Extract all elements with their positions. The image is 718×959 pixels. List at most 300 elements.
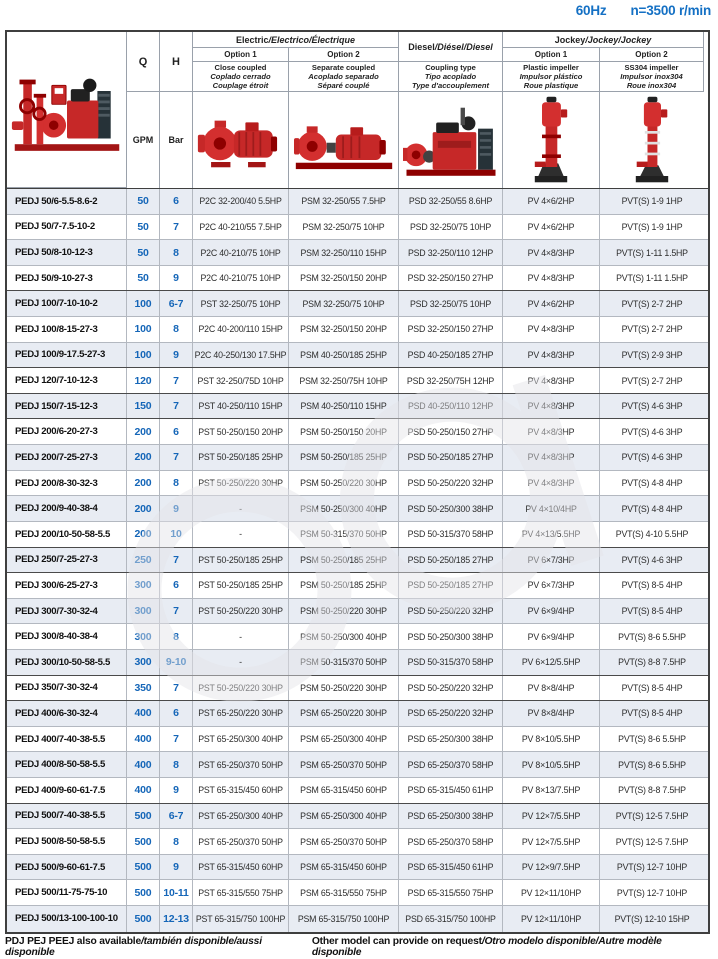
table-row bbox=[7, 650, 708, 676]
diesel-cell: PSD 65-250/300 38HP bbox=[399, 727, 503, 752]
h-label: H bbox=[172, 55, 180, 68]
electric-option1-cell: PST 65-315/450 60HP bbox=[193, 778, 289, 803]
vertical-jockey-pump-photo bbox=[503, 92, 600, 188]
pressure-bar-cell: 9 bbox=[160, 855, 193, 880]
table-row bbox=[7, 215, 708, 241]
bar-label: Bar bbox=[168, 135, 184, 145]
model-cell: PEDJ 200/9-40-38-4 bbox=[7, 496, 127, 521]
electric-option2-cell: PSM 50-315/370 50HP bbox=[289, 522, 399, 547]
model-cell: PEDJ 50/9-10-27-3 bbox=[7, 266, 127, 291]
electric-option1-cell: PST 50-250/150 20HP bbox=[193, 419, 289, 444]
diesel-cell: PSD 50-315/370 58HP bbox=[399, 650, 503, 675]
electric-title-translations: /Electrico/Électrique bbox=[268, 34, 356, 45]
desc-line-en: Coupling type bbox=[425, 62, 476, 72]
pressure-bar-cell: 8 bbox=[160, 240, 193, 265]
electric-option2-cell: PSM 50-250/300 40HP bbox=[289, 496, 399, 521]
model-cell: PEDJ 350/7-30-32-4 bbox=[7, 676, 127, 701]
flow-gpm-cell: 50 bbox=[127, 266, 160, 291]
diesel-cell: PSD 32-250/110 12HP bbox=[399, 240, 503, 265]
electric-option2-cell: PSM 65-250/300 40HP bbox=[289, 804, 399, 829]
jockey-option2-cell: PVT(S) 12-5 7.5HP bbox=[615, 810, 689, 821]
jockey-option2-cell: PVT(S) 8-6 5.5HP bbox=[618, 734, 686, 745]
model-cell: PEDJ 100/9-17.5-27-3 bbox=[7, 343, 127, 368]
table-row bbox=[7, 727, 708, 753]
jockey-option2-cell: PVT(S) 8-5 4HP bbox=[621, 580, 683, 591]
jockey-option2-cell: PVT(S) 12-5 7.5HP bbox=[615, 836, 689, 847]
jockey-option2-cell: PVT(S) 4-6 3HP bbox=[621, 426, 683, 437]
flow-gpm-cell: 200 bbox=[127, 445, 160, 470]
jockey-option1-cell: PV 4×8/3HP bbox=[503, 343, 600, 368]
table-row bbox=[7, 317, 708, 343]
flow-gpm-cell: 150 bbox=[127, 394, 160, 419]
electric-option2-cell: PSM 50-250/185 25HP bbox=[289, 548, 399, 573]
footer-left-italic: /también disponible/aussi disponible bbox=[5, 936, 262, 958]
model-cell: PEDJ 500/11-75-75-10 bbox=[7, 880, 127, 905]
electric-option1-cell: PST 50-250/185 25HP bbox=[193, 548, 289, 573]
pressure-bar-cell: 7 bbox=[160, 215, 193, 240]
jockey-option1-cell: PV 4×8/3HP bbox=[503, 317, 600, 342]
ss304-impeller-description bbox=[600, 62, 704, 92]
flow-gpm-cell: 200 bbox=[127, 419, 160, 444]
electric-option2-cell: PSM 32-250/75 10HP bbox=[289, 291, 399, 316]
diesel-cell: PSD 65-315/450 61HP bbox=[399, 855, 503, 880]
table-row bbox=[7, 778, 708, 804]
footer-left-note bbox=[5, 936, 312, 958]
electric-option1-cell: PST 40-250/110 15HP bbox=[193, 394, 289, 419]
jockey-option2-cell: PVT(S) 8-5 4HP bbox=[621, 708, 683, 719]
table-row bbox=[7, 573, 708, 599]
diesel-cell: PSD 50-250/185 27HP bbox=[399, 445, 503, 470]
pressure-bar-cell: 9-10 bbox=[160, 650, 193, 675]
electric-option2-cell: PSM 50-315/370 50HP bbox=[289, 650, 399, 675]
jockey-option2-cell: PVT(S) 8-5 4HP bbox=[621, 682, 683, 693]
jockey-option1-cell: PV 8×8/4HP bbox=[503, 676, 600, 701]
electric-option1-cell: - bbox=[193, 650, 289, 675]
table-row bbox=[7, 599, 708, 625]
desc-line-fr: Roue inox304 bbox=[626, 81, 677, 91]
electric-option1-cell: - bbox=[193, 496, 289, 521]
table-row bbox=[7, 522, 708, 548]
diesel-cell: PSD 50-250/300 38HP bbox=[399, 624, 503, 649]
jockey-option1-cell: PV 12×7/5.5HP bbox=[503, 804, 600, 829]
electric-option1-cell: PST 65-250/300 40HP bbox=[193, 804, 289, 829]
jockey-option1-cell: PV 8×8/4HP bbox=[503, 701, 600, 726]
flow-gpm-cell: 250 bbox=[127, 548, 160, 573]
desc-line-es: Coplado cerrado bbox=[210, 71, 271, 81]
model-cell: PEDJ 200/8-30-32-3 bbox=[7, 471, 127, 496]
desc-line-en: Plastic impeller bbox=[523, 62, 579, 72]
table-row bbox=[7, 701, 708, 727]
jockey-option1-cell: PV 4×6/2HP bbox=[503, 291, 600, 316]
diesel-cell: PSD 65-315/550 75HP bbox=[399, 880, 503, 905]
table-row bbox=[7, 394, 708, 420]
electric-title: Electric bbox=[235, 34, 269, 45]
jockey-option2-cell: PVT(S) 4-8 4HP bbox=[621, 503, 683, 514]
diesel-cell: PSD 50-250/150 27HP bbox=[399, 419, 503, 444]
electric-option1-cell: PST 50-250/185 25HP bbox=[193, 445, 289, 470]
jockey-option2-cell: PVT(S) 4-6 3HP bbox=[621, 452, 683, 463]
flow-gpm-cell: 50 bbox=[127, 215, 160, 240]
jockey-option1-cell: PV 12×11/10HP bbox=[503, 906, 600, 932]
jockey-option2-cell: PVT(S) 12-7 10HP bbox=[616, 862, 688, 873]
flow-gpm-cell: 300 bbox=[127, 624, 160, 649]
close-coupled-pump-illustration bbox=[197, 107, 285, 173]
pressure-bar-cell: 8 bbox=[160, 752, 193, 777]
table-row bbox=[7, 624, 708, 650]
electric-option1-cell: PST 65-315/750 100HP bbox=[193, 906, 289, 932]
table-row bbox=[7, 829, 708, 855]
flow-gpm-cell: 400 bbox=[127, 727, 160, 752]
flow-gpm-cell: 500 bbox=[127, 829, 160, 854]
jockey-option2-cell: PVT(S) 2-9 3HP bbox=[621, 349, 683, 360]
pressure-bar-cell: 7 bbox=[160, 727, 193, 752]
electric-option2-cell: PSM 50-250/185 25HP bbox=[289, 445, 399, 470]
flow-gpm-cell: 300 bbox=[127, 650, 160, 675]
jockey-option2-cell: PVT(S) 1-11 1.5HP bbox=[616, 247, 688, 258]
flow-gpm-cell: 350 bbox=[127, 676, 160, 701]
electric-option1-cell: PST 32-250/75D 10HP bbox=[193, 368, 289, 393]
pressure-bar-cell: 6-7 bbox=[160, 291, 193, 316]
table-row bbox=[7, 880, 708, 906]
diesel-cell: PSD 32-250/150 27HP bbox=[399, 317, 503, 342]
option1-text: Option 1 bbox=[534, 50, 568, 59]
diesel-engine-pump-photo bbox=[399, 92, 503, 188]
desc-line-fr: Couplage étroit bbox=[212, 81, 269, 91]
flow-gpm-cell: 120 bbox=[127, 368, 160, 393]
pressure-bar-cell: 7 bbox=[160, 676, 193, 701]
jockey-option2-cell: PVT(S) 8-5 4HP bbox=[621, 606, 683, 617]
flow-gpm-cell: 300 bbox=[127, 573, 160, 598]
electric-option1-cell: - bbox=[193, 624, 289, 649]
jockey-pump-plastic-illustration bbox=[524, 95, 578, 185]
diesel-pump-illustration bbox=[403, 102, 499, 178]
jockey-option1-cell: PV 4×13/5.5HP bbox=[503, 522, 600, 547]
flow-gpm-cell: 400 bbox=[127, 752, 160, 777]
pressure-bar-cell: 6 bbox=[160, 573, 193, 598]
diesel-cell: PSD 32-250/75 10HP bbox=[399, 215, 503, 240]
speed-frequency-line bbox=[576, 3, 711, 18]
fire-pump-set-photo bbox=[7, 32, 127, 188]
footer-right-italic: /Otro modelo disponible/Autre modèle disponible bbox=[311, 936, 662, 958]
diesel-cell: PSD 65-250/370 58HP bbox=[399, 752, 503, 777]
electric-option2-cell: PSM 50-250/220 30HP bbox=[289, 599, 399, 624]
jockey-option1-cell: PV 4×10/4HP bbox=[503, 496, 600, 521]
flow-gpm-cell: 200 bbox=[127, 496, 160, 521]
table-row bbox=[7, 343, 708, 369]
jockey-option1-cell: PV 6×9/4HP bbox=[503, 624, 600, 649]
pressure-bar-cell: 8 bbox=[160, 317, 193, 342]
table-row bbox=[7, 368, 708, 394]
electric-option2-cell: PSM 65-315/450 60HP bbox=[289, 855, 399, 880]
close-coupled-description bbox=[193, 62, 289, 92]
model-cell: PEDJ 50/8-10-12-3 bbox=[7, 240, 127, 265]
table-row bbox=[7, 445, 708, 471]
electric-option2-cell: PSM 40-250/185 25HP bbox=[289, 343, 399, 368]
footer-right-bold: Other model can provide on request bbox=[311, 936, 482, 947]
bar-unit-cell bbox=[160, 92, 193, 188]
footer-notes bbox=[5, 936, 711, 958]
model-cell: PEDJ 300/10-50-58-5.5 bbox=[7, 650, 127, 675]
ss304-jockey-pump-photo bbox=[600, 92, 704, 188]
electric-option2-cell: PSM 50-250/150 20HP bbox=[289, 419, 399, 444]
diesel-cell: PSD 65-315/750 100HP bbox=[399, 906, 503, 932]
diesel-cell: PSD 65-250/300 38HP bbox=[399, 804, 503, 829]
diesel-cell: PSD 65-250/220 32HP bbox=[399, 701, 503, 726]
electric-option1-cell: PST 32-250/75 10HP bbox=[193, 291, 289, 316]
pressure-bar-cell: 10-11 bbox=[160, 880, 193, 905]
diesel-cell: PSD 50-250/220 32HP bbox=[399, 471, 503, 496]
pressure-bar-cell: 9 bbox=[160, 266, 193, 291]
electric-option1-cell: PST 65-250/300 40HP bbox=[193, 727, 289, 752]
electric-group-header bbox=[193, 32, 399, 48]
flow-gpm-cell: 500 bbox=[127, 855, 160, 880]
jockey-option2-cell: PVT(S) 1-9 1HP bbox=[621, 196, 683, 207]
model-cell: PEDJ 120/7-10-12-3 bbox=[7, 368, 127, 393]
electric-option1-cell: PST 50-250/220 30HP bbox=[193, 471, 289, 496]
jockey-option1-cell: PV 4×8/3HP bbox=[503, 266, 600, 291]
jockey-option2-label bbox=[600, 48, 704, 62]
model-cell: PEDJ 100/7-10-10-2 bbox=[7, 291, 127, 316]
electric-option1-cell: PST 65-250/220 30HP bbox=[193, 701, 289, 726]
separate-coupled-pump-photo bbox=[289, 92, 399, 188]
electric-option2-cell: PSM 32-250/75H 10HP bbox=[289, 368, 399, 393]
electric-option1-cell: P2C 40-210/75 10HP bbox=[193, 240, 289, 265]
flow-gpm-cell: 300 bbox=[127, 599, 160, 624]
jockey-title-translations: /Jockey/Jockey bbox=[585, 34, 652, 45]
electric-option2-cell: PSM 50-250/300 40HP bbox=[289, 624, 399, 649]
diesel-cell: PSD 50-250/220 32HP bbox=[399, 599, 503, 624]
jockey-option2-cell: PVT(S) 8-8 7.5HP bbox=[618, 785, 686, 796]
model-cell: PEDJ 400/9-60-61-7.5 bbox=[7, 778, 127, 803]
electric-option1-cell: P2C 32-200/40 5.5HP bbox=[193, 189, 289, 214]
model-cell: PEDJ 150/7-15-12-3 bbox=[7, 394, 127, 419]
table-row bbox=[7, 471, 708, 497]
electric-option2-cell: PSM 32-250/150 20HP bbox=[289, 317, 399, 342]
jockey-option1-cell: PV 4×8/3HP bbox=[503, 240, 600, 265]
flow-gpm-cell: 200 bbox=[127, 522, 160, 547]
jockey-option1-cell: PV 4×8/3HP bbox=[503, 471, 600, 496]
jockey-option1-cell: PV 8×13/7.5HP bbox=[503, 778, 600, 803]
model-cell: PEDJ 500/7-40-38-5.5 bbox=[7, 804, 127, 829]
jockey-option2-cell: PVT(S) 12-10 15HP bbox=[614, 913, 690, 924]
table-row bbox=[7, 752, 708, 778]
jockey-option1-cell: PV 4×6/2HP bbox=[503, 189, 600, 214]
diesel-group-header bbox=[399, 32, 503, 62]
flow-gpm-cell: 50 bbox=[127, 189, 160, 214]
diesel-cell: PSD 40-250/185 27HP bbox=[399, 343, 503, 368]
jockey-option2-cell: PVT(S) 4-8 4HP bbox=[621, 478, 683, 488]
model-cell: PEDJ 300/7-30-32-4 bbox=[7, 599, 127, 624]
table-row bbox=[7, 240, 708, 266]
jockey-option1-cell: PV 4×8/3HP bbox=[503, 368, 600, 393]
diesel-title: Diesel bbox=[408, 41, 435, 52]
jockey-option1-cell: PV 12×7/5.5HP bbox=[503, 829, 600, 854]
diesel-cell: PSD 40-250/110 12HP bbox=[399, 394, 503, 419]
jockey-option1-cell: PV 6×9/4HP bbox=[503, 599, 600, 624]
jockey-pump-ss304-illustration bbox=[625, 95, 679, 185]
pressure-bar-cell: 9 bbox=[160, 778, 193, 803]
pressure-bar-cell: 9 bbox=[160, 496, 193, 521]
footer-right-note bbox=[312, 936, 711, 958]
electric-option1-label bbox=[193, 48, 289, 62]
pressure-bar-cell: 9 bbox=[160, 343, 193, 368]
table-row bbox=[7, 855, 708, 881]
jockey-option1-cell: PV 4×8/3HP bbox=[503, 419, 600, 444]
jockey-option2-cell: PVT(S) 1-11 1.5HP bbox=[616, 273, 688, 284]
desc-line-fr: Séparé couplé bbox=[317, 81, 370, 91]
q-label: Q bbox=[138, 55, 148, 68]
electric-option2-cell: PSM 32-250/55 7.5HP bbox=[289, 189, 399, 214]
model-cell: PEDJ 200/7-25-27-3 bbox=[7, 445, 127, 470]
electric-option2-cell: PSM 50-250/185 25HP bbox=[289, 573, 399, 598]
jockey-option1-cell: PV 4×8/3HP bbox=[503, 394, 600, 419]
jockey-option2-cell: PVT(S) 2-7 2HP bbox=[621, 298, 683, 309]
electric-option2-cell: PSM 65-250/220 30HP bbox=[289, 701, 399, 726]
jockey-option2-cell: PVT(S) 4-6 3HP bbox=[621, 401, 683, 412]
gpm-label: GPM bbox=[132, 135, 154, 145]
diesel-cell: PSD 50-250/220 32HP bbox=[399, 676, 503, 701]
pressure-bar-cell: 7 bbox=[160, 445, 193, 470]
table-row bbox=[7, 804, 708, 830]
pressure-bar-cell: 8 bbox=[160, 829, 193, 854]
diesel-cell: PSD 32-250/75 10HP bbox=[399, 291, 503, 316]
jockey-option1-cell: PV 6×7/3HP bbox=[503, 548, 600, 573]
electric-option2-cell: PSM 65-315/750 100HP bbox=[289, 906, 399, 932]
desc-line-es: Tipo acoplado bbox=[424, 71, 477, 81]
jockey-option2-cell: PVT(S) 2-7 2HP bbox=[621, 324, 683, 335]
gpm-unit-cell bbox=[127, 92, 160, 188]
pressure-bar-cell: 7 bbox=[160, 548, 193, 573]
coupling-type-description bbox=[399, 62, 503, 92]
jockey-option2-cell: PVT(S) 4-6 3HP bbox=[621, 554, 683, 565]
diesel-cell: PSD 50-250/300 38HP bbox=[399, 496, 503, 521]
electric-option1-cell: - bbox=[193, 522, 289, 547]
flow-gpm-cell: 100 bbox=[127, 291, 160, 316]
model-cell: PEDJ 500/13-100-100-10 bbox=[7, 906, 127, 932]
electric-option1-cell: PST 65-315/450 60HP bbox=[193, 855, 289, 880]
model-cell: PEDJ 100/8-15-27-3 bbox=[7, 317, 127, 342]
flow-gpm-cell: 400 bbox=[127, 778, 160, 803]
model-cell: PEDJ 500/9-60-61-7.5 bbox=[7, 855, 127, 880]
spec-table bbox=[5, 30, 710, 934]
table-row bbox=[7, 496, 708, 522]
pressure-bar-cell: 6 bbox=[160, 701, 193, 726]
jockey-option1-label bbox=[503, 48, 600, 62]
jockey-option1-cell: PV 12×9/7.5HP bbox=[503, 855, 600, 880]
electric-option2-cell: PSM 65-315/450 60HP bbox=[289, 778, 399, 803]
model-cell: PEDJ 200/6-20-27-3 bbox=[7, 419, 127, 444]
jockey-option1-cell: PV 4×8/3HP bbox=[503, 445, 600, 470]
diesel-cell: PSD 32-250/55 8.6HP bbox=[399, 189, 503, 214]
separate-coupled-description bbox=[289, 62, 399, 92]
model-cell: PEDJ 300/6-25-27-3 bbox=[7, 573, 127, 598]
option1-text: Option 1 bbox=[224, 50, 257, 59]
electric-option2-label bbox=[289, 48, 399, 62]
pressure-bar-cell: 8 bbox=[160, 624, 193, 649]
table-row bbox=[7, 266, 708, 292]
close-coupled-pump-photo bbox=[193, 92, 289, 188]
model-cell: PEDJ 400/8-50-58-5.5 bbox=[7, 752, 127, 777]
column-h-header bbox=[160, 32, 193, 92]
option2-text: Option 2 bbox=[327, 50, 360, 59]
desc-line-es: Acoplado separado bbox=[308, 71, 379, 81]
jockey-option2-cell: PVT(S) 4-10 5.5HP bbox=[615, 529, 689, 540]
pressure-bar-cell: 12-13 bbox=[160, 906, 193, 932]
electric-option1-cell: PST 50-250/220 30HP bbox=[193, 599, 289, 624]
electric-option1-cell: P2C 40-200/110 15HP bbox=[193, 317, 289, 342]
jockey-option2-cell: PVT(S) 8-6 5.5HP bbox=[618, 759, 686, 770]
electric-option1-cell: PST 50-250/220 30HP bbox=[193, 676, 289, 701]
table-row bbox=[7, 419, 708, 445]
table-row bbox=[7, 291, 708, 317]
diesel-title-translations: /Diésel/Diesel bbox=[434, 41, 493, 52]
jockey-option1-cell: PV 8×10/5.5HP bbox=[503, 752, 600, 777]
diesel-cell: PSD 32-250/75H 12HP bbox=[399, 368, 503, 393]
pressure-bar-cell: 6 bbox=[160, 419, 193, 444]
pressure-bar-cell: 6-7 bbox=[160, 804, 193, 829]
diesel-cell: PSD 32-250/150 27HP bbox=[399, 266, 503, 291]
model-cell: PEDJ 400/7-40-38-5.5 bbox=[7, 727, 127, 752]
jockey-option1-cell: PV 4×6/2HP bbox=[503, 215, 600, 240]
electric-option1-cell: P2C 40-210/75 10HP bbox=[193, 266, 289, 291]
pressure-bar-cell: 7 bbox=[160, 368, 193, 393]
electric-option2-cell: PSM 32-250/110 15HP bbox=[289, 240, 399, 265]
flow-gpm-cell: 100 bbox=[127, 317, 160, 342]
table-row bbox=[7, 906, 708, 932]
desc-line-fr: Roue plastique bbox=[523, 81, 579, 91]
flow-gpm-cell: 50 bbox=[127, 240, 160, 265]
desc-line-en: SS304 impeller bbox=[624, 62, 679, 72]
jockey-option1-cell: PV 6×12/5.5HP bbox=[503, 650, 600, 675]
desc-line-en: Close coupled bbox=[214, 62, 267, 72]
option2-text: Option 2 bbox=[635, 50, 668, 59]
model-cell: PEDJ 500/8-50-58-5.5 bbox=[7, 829, 127, 854]
separate-coupled-pump-illustration bbox=[294, 108, 394, 172]
electric-option2-cell: PSM 65-315/550 75HP bbox=[289, 880, 399, 905]
pressure-bar-cell: 8 bbox=[160, 471, 193, 496]
jockey-option2-cell: PVT(S) 12-7 10HP bbox=[616, 887, 688, 898]
column-q-header bbox=[127, 32, 160, 92]
electric-option1-cell: PST 65-250/370 50HP bbox=[193, 829, 289, 854]
table-row bbox=[7, 548, 708, 574]
flow-gpm-cell: 500 bbox=[127, 804, 160, 829]
model-cell: PEDJ 200/10-50-58-5.5 bbox=[7, 522, 127, 547]
model-cell: PEDJ 250/7-25-27-3 bbox=[7, 548, 127, 573]
frequency-label: 60Hz bbox=[575, 3, 607, 18]
model-cell: PEDJ 300/8-40-38-4 bbox=[7, 624, 127, 649]
model-cell: PEDJ 50/7-7.5-10-2 bbox=[7, 215, 127, 240]
jockey-option1-cell: PV 12×11/10HP bbox=[503, 880, 600, 905]
electric-option1-cell: P2C 40-210/55 7.5HP bbox=[193, 215, 289, 240]
model-cell: PEDJ 50/6-5.5-8.6-2 bbox=[7, 189, 127, 214]
electric-option1-cell: PST 65-250/370 50HP bbox=[193, 752, 289, 777]
jockey-option2-cell: PVT(S) 8-8 7.5HP bbox=[618, 657, 686, 668]
desc-line-es: Impulsor inox304 bbox=[620, 71, 683, 81]
flow-gpm-cell: 500 bbox=[127, 880, 160, 905]
electric-option1-cell: P2C 40-250/130 17.5HP bbox=[193, 343, 289, 368]
table-header bbox=[7, 32, 708, 189]
pressure-bar-cell: 6 bbox=[160, 189, 193, 214]
flow-gpm-cell: 400 bbox=[127, 701, 160, 726]
table-body bbox=[7, 189, 708, 932]
footer-left-bold: PDJ PEJ PEEJ also available bbox=[5, 936, 141, 947]
jockey-title: Jockey bbox=[554, 34, 586, 45]
diesel-cell: PSD 50-250/185 27HP bbox=[399, 548, 503, 573]
flow-gpm-cell: 100 bbox=[127, 343, 160, 368]
diesel-cell: PSD 50-250/185 27HP bbox=[399, 573, 503, 598]
jockey-option2-cell: PVT(S) 2-7 2HP bbox=[621, 375, 683, 386]
electric-option2-cell: PSM 32-250/150 20HP bbox=[289, 266, 399, 291]
